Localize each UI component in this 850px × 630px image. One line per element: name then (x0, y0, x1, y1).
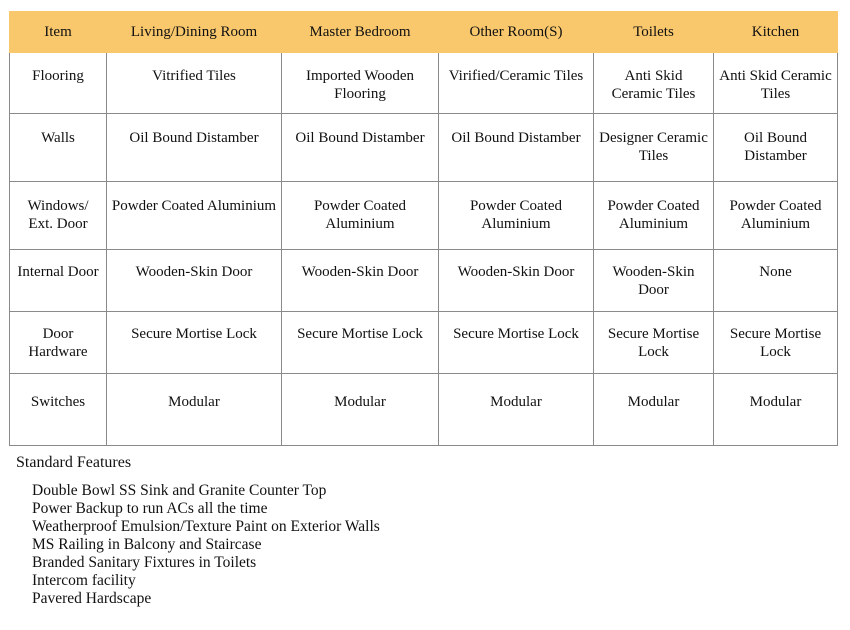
table-cell: Modular (107, 374, 282, 446)
list-item: Pavered Hardscape (32, 590, 152, 607)
table-cell: Modular (714, 374, 838, 446)
table-row-switches (10, 374, 838, 446)
list-item: Intercom facility (32, 572, 136, 589)
table-cell: Powder Coated Aluminium (439, 182, 594, 250)
header-cell-item: Item (10, 12, 107, 53)
table-cell: Door Hardware (10, 312, 107, 374)
table-cell: Internal Door (10, 250, 107, 312)
table-cell: Secure Mortise Lock (282, 312, 439, 374)
table-cell: Oil Bound Distamber (714, 114, 838, 182)
list-item: Power Backup to run ACs all the time (32, 500, 268, 517)
table-row-internal-door (10, 250, 838, 312)
table-cell: Wooden-Skin Door (107, 250, 282, 312)
header-cell-living-dining: Living/Dining Room (107, 12, 282, 53)
header-cell-master-bedroom: Master Bedroom (282, 12, 439, 53)
table-cell: Wooden-Skin Door (439, 250, 594, 312)
table-cell: Oil Bound Distamber (282, 114, 439, 182)
table-cell: Vitrified Tiles (107, 53, 282, 114)
table-cell: Anti Skid Ceramic Tiles (594, 53, 714, 114)
table-cell: Modular (439, 374, 594, 446)
table-header-row (10, 12, 838, 53)
table-cell: Anti Skid Ceramic Tiles (714, 53, 838, 114)
features-list (16, 482, 380, 608)
table-cell: None (714, 250, 838, 312)
table-cell: Flooring (10, 53, 107, 114)
table-cell: Powder Coated Aluminium (594, 182, 714, 250)
table-cell: Secure Mortise Lock (714, 312, 838, 374)
table-cell: Wooden-Skin Door (282, 250, 439, 312)
table-cell: Windows/ Ext. Door (10, 182, 107, 250)
features-title: Standard Features (16, 454, 132, 471)
table-cell: Modular (594, 374, 714, 446)
header-cell-toilets: Toilets (594, 12, 714, 53)
table-cell: Powder Coated Aluminium (107, 182, 282, 250)
list-item: Branded Sanitary Fixtures in Toilets (32, 554, 257, 571)
table-cell: Secure Mortise Lock (107, 312, 282, 374)
table-row-windows (10, 182, 838, 250)
standard-features-section (16, 453, 380, 608)
table-cell: Powder Coated Aluminium (714, 182, 838, 250)
table-cell: Designer Ceramic Tiles (594, 114, 714, 182)
table-row-door-hardware (10, 312, 838, 374)
header-cell-other-rooms: Other Room(S) (439, 12, 594, 53)
table-row-walls (10, 114, 838, 182)
table-row-flooring (10, 53, 838, 114)
table-cell: Secure Mortise Lock (594, 312, 714, 374)
table-cell: Walls (10, 114, 107, 182)
specifications-table (9, 11, 838, 446)
table-cell: Oil Bound Distamber (439, 114, 594, 182)
table-cell: Virified/Ceramic Tiles (439, 53, 594, 114)
table-cell: Powder Coated Aluminium (282, 182, 439, 250)
list-item: Double Bowl SS Sink and Granite Counter Top (32, 482, 327, 499)
table-cell: Switches (10, 374, 107, 446)
list-item: Weatherproof Emulsion/Texture Paint on Exterior Walls (32, 518, 380, 535)
table-cell: Secure Mortise Lock (439, 312, 594, 374)
list-item: MS Railing in Balcony and Staircase (32, 536, 262, 553)
table-cell: Imported Wooden Flooring (282, 53, 439, 114)
table-cell: Wooden-Skin Door (594, 250, 714, 312)
table-cell: Modular (282, 374, 439, 446)
header-cell-kitchen: Kitchen (714, 12, 838, 53)
table-cell: Oil Bound Distamber (107, 114, 282, 182)
